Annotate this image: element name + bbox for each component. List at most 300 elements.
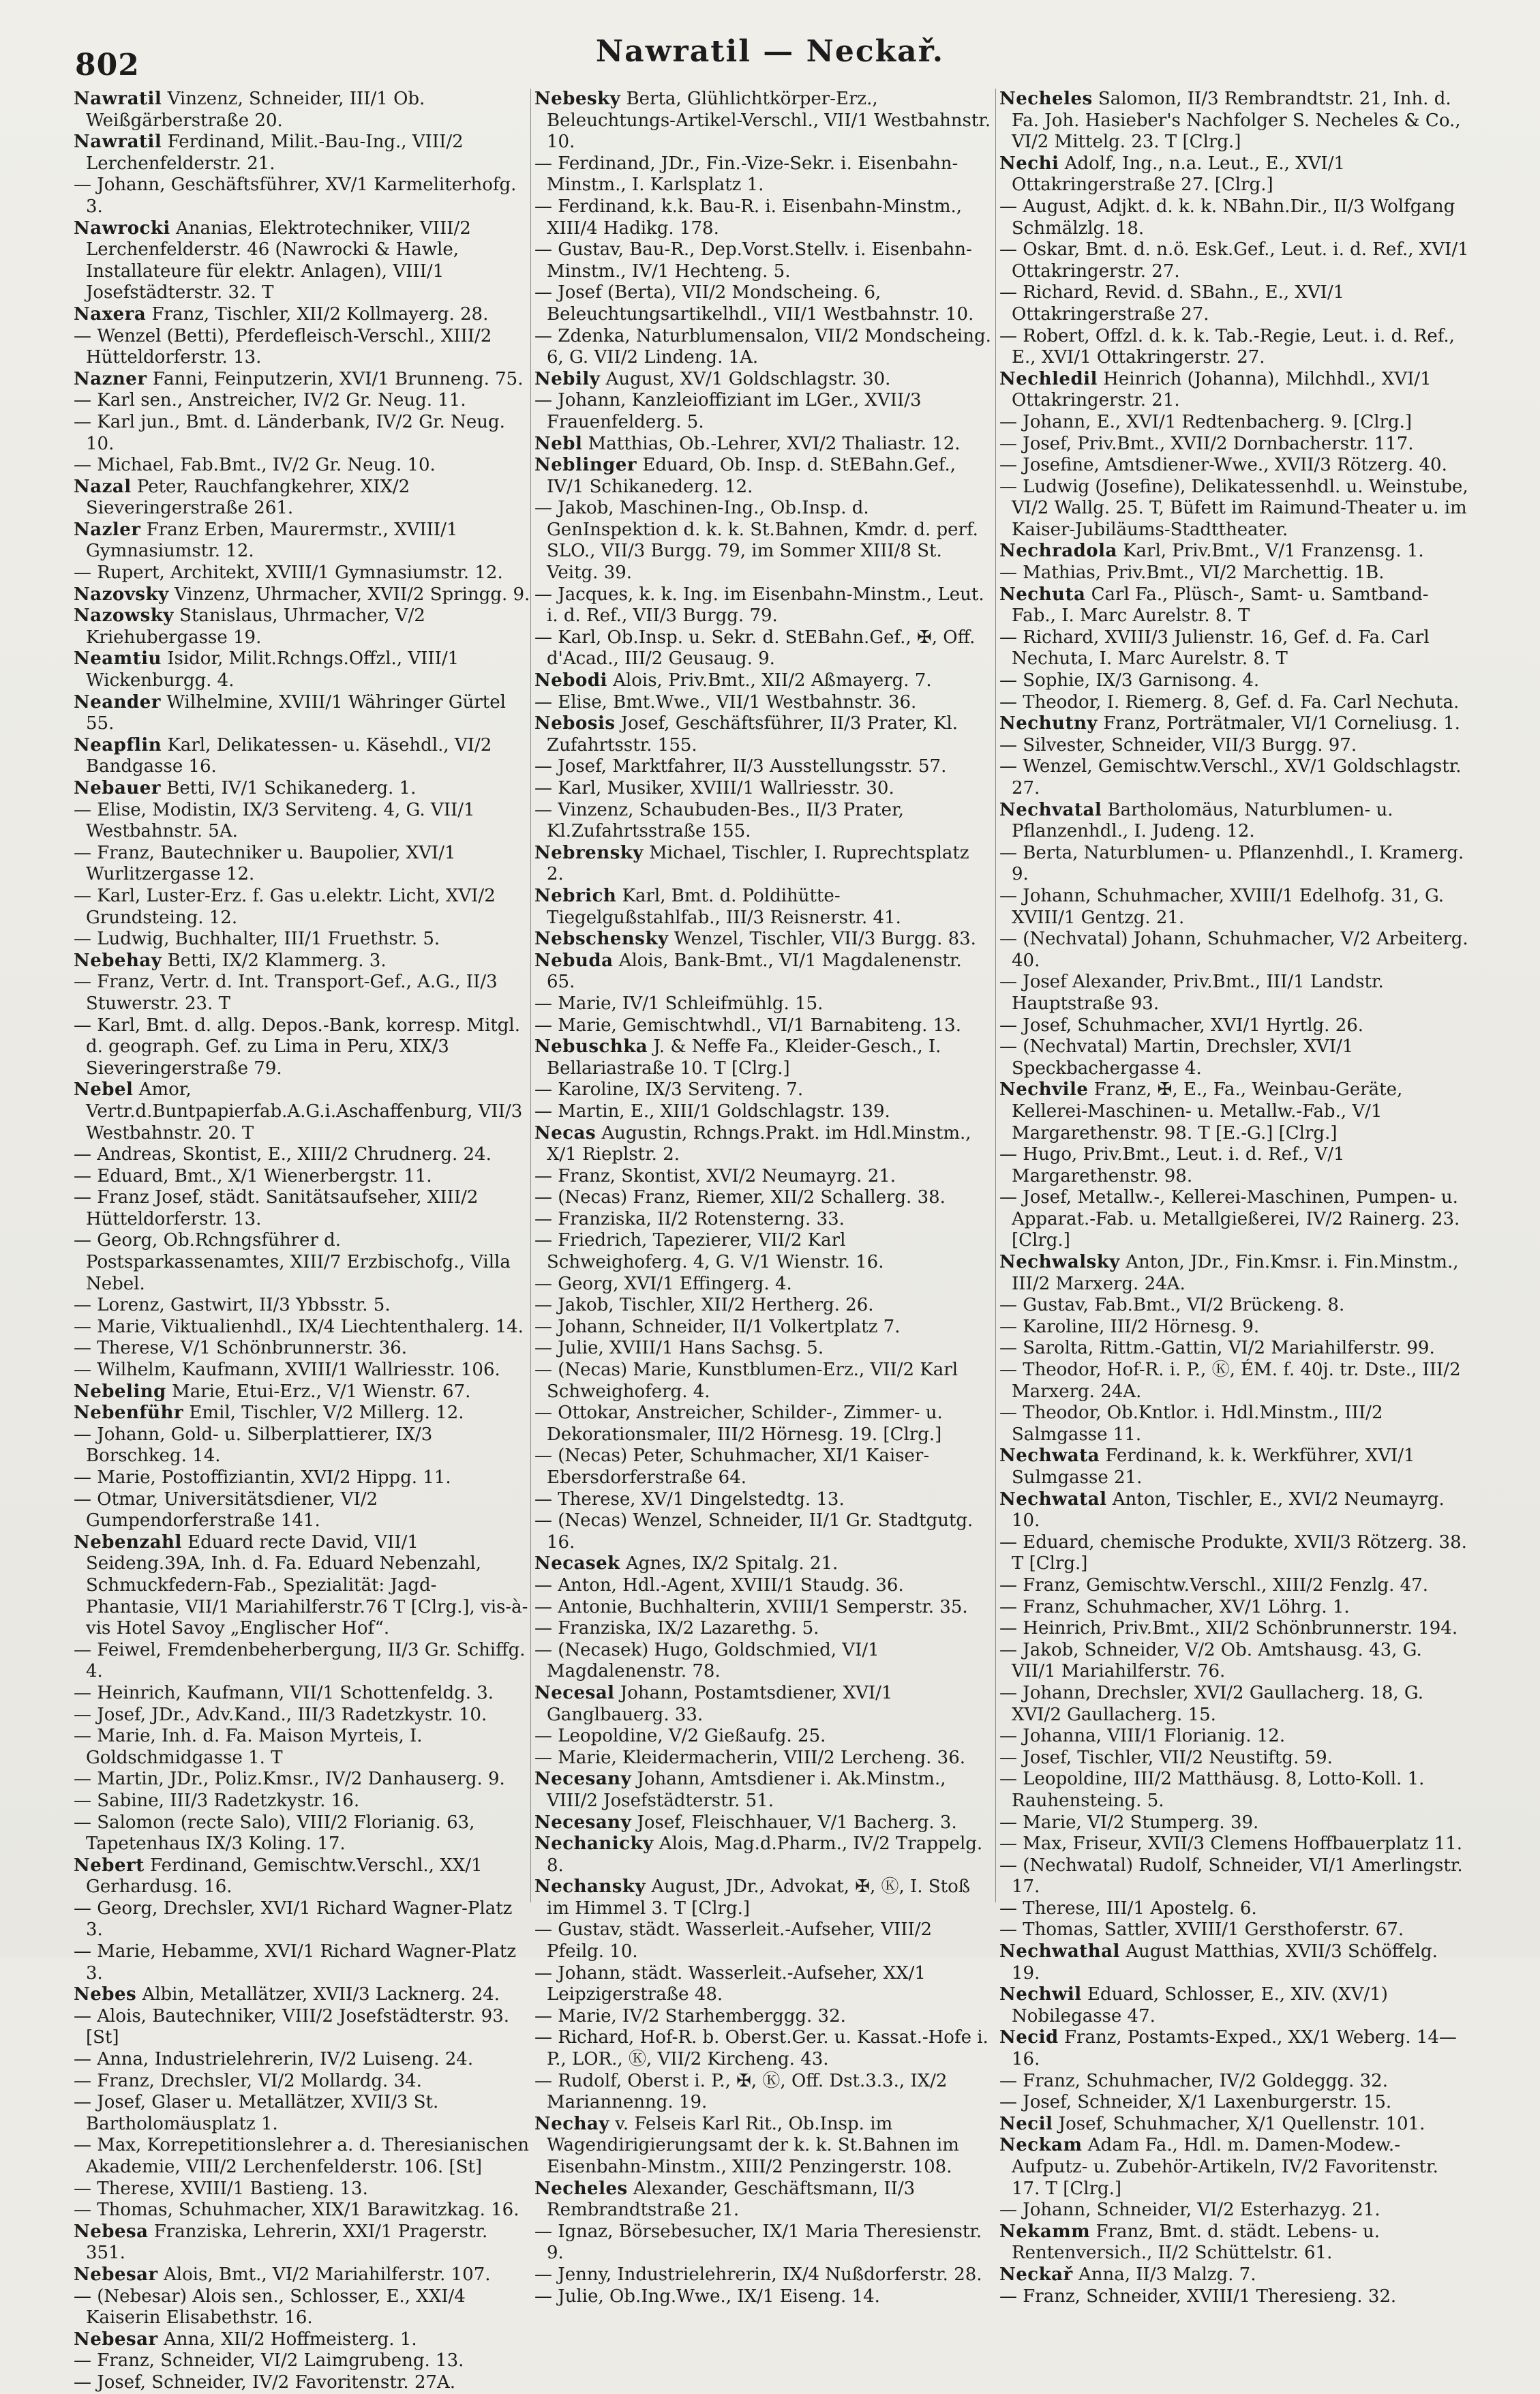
directory-entry	[74, 1295, 530, 1317]
directory-entry	[534, 390, 991, 433]
entry-details: Georg, XVI/1 Effingerg. 4.	[558, 1273, 792, 1294]
directory-entry	[74, 2372, 530, 2394]
directory-entry	[999, 1640, 1470, 1683]
entry-details: Therese, XVIII/1 Bastieng. 13.	[97, 2178, 368, 2199]
ditto-dash: —	[534, 196, 558, 217]
directory-entry	[534, 778, 991, 800]
ditto-dash: —	[74, 1488, 97, 1510]
entry-details: Robert, Offzl. d. k. k. Tab.-Regie, Leut. i. d. Ref., E., XVI/1 Ottakringerstr. 27.	[1012, 325, 1455, 368]
entry-details: Theodor, Hof-R. i. P., Ⓚ, ÉM. f. 40j. tr. Dste., III/2 Marxerg. 24A.	[1012, 1360, 1461, 1402]
entry-details: Johann, Kanzleioffiziant im LGer., XVII/3 Frauenfelderg. 5.	[547, 390, 922, 432]
directory-entry	[999, 2264, 1470, 2286]
entry-details: Ottokar, Anstreicher, Schilder-, Zimmer- u. Dekorationsmaler, III/2 Hörnesg. 19. [Clrg.]	[547, 1403, 943, 1445]
entry-surname: Nazal	[74, 476, 132, 497]
entry-details: (Nebesar) Alois sen., Schlosser, E., XXI/4 Kaiserin Elisabethstr. 16.	[86, 2286, 466, 2329]
directory-entry	[999, 800, 1470, 843]
directory-entry	[534, 1510, 991, 1553]
entry-surname: Nebehay	[74, 950, 162, 971]
ditto-dash: —	[999, 2286, 1023, 2307]
directory-entry	[534, 455, 991, 498]
ditto-dash: —	[999, 1295, 1023, 1316]
ditto-dash: —	[999, 1036, 1023, 1058]
ditto-dash: —	[534, 1962, 558, 1984]
ditto-dash: —	[999, 1531, 1023, 1553]
entry-details: August, XV/1 Goldschlagstr. 30.	[605, 368, 891, 389]
directory-entry	[74, 2179, 530, 2200]
directory-entry	[74, 800, 530, 843]
entry-details: (Nechvatal) Martin, Drechsler, XVI/1 Speckbachergasse 4.	[1012, 1036, 1354, 1079]
ditto-dash: —	[999, 1639, 1023, 1660]
directory-entry	[74, 1705, 530, 1726]
ditto-dash: —	[534, 584, 558, 605]
entry-details: August, JDr., Advokat, ✠, Ⓚ, I. Stoß im Himmel 3. T [Clrg.]	[547, 1876, 971, 1919]
directory-entry	[999, 1446, 1470, 1488]
directory-entry	[534, 2221, 991, 2264]
ditto-dash: —	[534, 1747, 558, 1768]
entry-details: Elise, Modistin, IX/3 Serviteng. 4, G. VII/1 Westbahnstr. 5A.	[86, 799, 475, 842]
entry-details: Jakob, Maschinen-Ing., Ob.Insp. d. GenInspektion d. k. k. St.Bahnen, Kmdr. d. perf. SLO., VII/3 Burgg. 79, im Sommer XIII/8 St. Veitg. 39.	[547, 498, 978, 584]
ditto-dash: —	[74, 325, 97, 346]
directory-entry	[74, 778, 530, 800]
entry-details: Marie, Viktualienhdl., IX/4 Liechtenthalerg. 14.	[97, 1316, 524, 1337]
entry-surname: Nechwatal	[999, 1488, 1107, 1510]
directory-entry	[534, 2027, 991, 2070]
ditto-dash: —	[999, 563, 1023, 584]
directory-entry	[534, 153, 991, 196]
entry-details: Anton, Hdl.-Agent, XVIII/1 Staudg. 36.	[558, 1574, 904, 1596]
ditto-dash: —	[999, 433, 1023, 454]
entry-details: Johann, Schneider, VI/2 Esterhazyg. 21.	[1023, 2200, 1380, 2221]
entry-details: (Necas) Peter, Schuhmacher, XI/1 Kaiser-Ebersdorferstraße 64.	[547, 1446, 930, 1488]
entry-details: Johann, Amtsdiener i. Ak.Minstm., VIII/2 Josefstädterstr. 51.	[547, 1769, 946, 1811]
directory-entry	[534, 1079, 991, 1101]
directory-entry	[534, 951, 991, 993]
directory-entry	[999, 843, 1470, 886]
directory-entry	[534, 326, 991, 369]
directory-entry	[74, 2286, 530, 2329]
directory-entry	[74, 1489, 530, 1532]
entry-surname: Neckam	[999, 2135, 1083, 2156]
directory-entry	[999, 1812, 1470, 1834]
directory-entry	[534, 670, 991, 692]
directory-entry	[74, 1791, 530, 1812]
ditto-dash: —	[534, 2027, 558, 2048]
ditto-dash: —	[999, 670, 1023, 691]
entry-surname: Nebily	[534, 368, 601, 389]
entry-surname: Nebrensky	[534, 842, 644, 863]
ditto-dash: —	[534, 498, 558, 519]
entry-details: Ferdinand, k. k. Werkführer, XVI/1 Sulmgasse 21.	[1012, 1446, 1415, 1488]
directory-entry	[999, 282, 1470, 325]
directory-entry	[999, 2200, 1470, 2221]
entry-details: Gustav, Fab.Bmt., VI/2 Brückeng. 8.	[1023, 1295, 1345, 1316]
ditto-dash: —	[74, 1941, 97, 1962]
directory-entry	[534, 756, 991, 778]
directory-entry	[74, 2329, 530, 2351]
ditto-dash: —	[999, 1898, 1023, 1919]
directory-entry	[74, 1683, 530, 1705]
directory-entry	[534, 282, 991, 325]
entry-surname: Nechwalsky	[999, 1252, 1120, 1273]
entry-details: Franz Josef, städt. Sanitätsaufseher, XIII/2 Hütteldorferstr. 13.	[86, 1187, 479, 1229]
entry-surname: Nechwata	[999, 1446, 1100, 1467]
directory-entry	[534, 2286, 991, 2308]
directory-entry	[74, 1726, 530, 1769]
ditto-dash: —	[999, 842, 1023, 863]
entry-details: Isidor, Milit.Rchngs.Offzl., VIII/1 Wickenburgg. 4.	[86, 648, 459, 691]
entry-surname: Nechledil	[999, 368, 1098, 389]
entry-details: Ferdinand, k.k. Bau-R. i. Eisenbahn-Minstm., XIII/4 Hadikg. 178.	[547, 196, 963, 239]
entry-details: Ludwig, Buchhalter, III/1 Fruethstr. 5.	[97, 929, 440, 950]
entry-details: Augustin, Rchngs.Prakt. im Hdl.Minstm., X/1 Rieplstr. 2.	[547, 1122, 971, 1165]
directory-entry	[999, 1079, 1470, 1144]
directory-entry	[74, 477, 530, 520]
directory-entry	[534, 196, 991, 239]
entry-details: Johann, Gold- u. Silberplattierer, IX/3 Borschkeg. 14.	[86, 1424, 433, 1467]
entry-details: Marie, VI/2 Stumperg. 39.	[1023, 1812, 1259, 1833]
directory-entry	[999, 2027, 1470, 2070]
entry-details: Franz, Bautechniker u. Baupolier, XVI/1 Wurlitzergasse 12.	[86, 842, 456, 885]
entry-details: Marie, Hebamme, XVI/1 Richard Wagner-Platz 3.	[86, 1941, 517, 1984]
ditto-dash: —	[534, 1338, 558, 1359]
ditto-dash: —	[74, 1790, 97, 1811]
entry-details: Richard, XVIII/3 Julienstr. 16, Gef. d. Fa. Carl Nechuta, I. Marc Aurelstr. 8. T	[1012, 627, 1430, 670]
ditto-dash: —	[534, 1079, 558, 1101]
directory-entry	[534, 2179, 991, 2221]
ditto-dash: —	[534, 2221, 558, 2242]
entry-details: Johann, Schuhmacher, XVIII/1 Edelhofg. 31, G. XVIII/1 Gentzg. 21.	[1012, 885, 1445, 928]
entry-details: Georg, Ob.Rchngsführer d. Postsparkassenamtes, XIII/7 Erzbischofg., Villa Nebel.	[86, 1230, 511, 1294]
entry-details: Anna, Industrielehrerin, IV/2 Luiseng. 24.	[97, 2049, 474, 2070]
directory-entry	[74, 735, 530, 778]
entry-details: Berta, Naturblumen- u. Pflanzenhdl., I. Kramerg. 9.	[1012, 842, 1464, 885]
entry-details: August, Adjkt. d. k. k. NBahn.Dir., II/3 Wolfgang Schmälzlg. 18.	[1012, 196, 1455, 239]
ditto-dash: —	[74, 1704, 97, 1725]
entry-surname: Nebenführ	[74, 1403, 184, 1424]
directory-entry	[534, 2114, 991, 2179]
entry-surname: Nechvile	[999, 1079, 1089, 1101]
entry-details: Julie, XVIII/1 Hans Sachsg. 5.	[558, 1338, 824, 1359]
ditto-dash: —	[74, 885, 97, 906]
ditto-dash: —	[534, 239, 558, 260]
entry-surname: Neblinger	[534, 455, 637, 476]
entry-surname: Nebesky	[534, 89, 621, 109]
ditto-dash: —	[999, 734, 1023, 755]
directory-entry	[74, 369, 530, 391]
directory-entry	[534, 1640, 991, 1683]
entry-details: Karl, Bmt. d. allg. Depos.-Bank, korresp. Mitgl. d. geograph. Gef. zu Lima in Peru, XIX/3 Sieveringerstraße 79.	[86, 1015, 521, 1079]
directory-entry	[999, 369, 1470, 412]
entry-details: Therese, V/1 Schönbrunnerstr. 36.	[97, 1338, 408, 1359]
entry-surname: Nazner	[74, 368, 147, 389]
entry-details: Marie, IV/2 Starhemberggg. 32.	[558, 2005, 846, 2026]
ditto-dash: —	[74, 1639, 97, 1660]
directory-entry	[74, 584, 530, 606]
entry-details: Marie, Gemischtwhdl., VI/1 Barnabiteng. 13.	[558, 1015, 961, 1036]
directory-entry	[534, 1036, 991, 1079]
ditto-dash: —	[74, 1187, 97, 1208]
entry-details: Andreas, Skontist, E., XIII/2 Chrudnerg. 24.	[97, 1144, 492, 1165]
entry-surname: Necesal	[534, 1682, 615, 1703]
directory-entry	[74, 563, 530, 584]
directory-entry	[999, 670, 1470, 692]
directory-entry	[999, 196, 1470, 239]
directory-entry	[999, 1898, 1470, 1920]
directory-entry	[74, 1769, 530, 1791]
entry-details: Leopoldine, III/2 Matthäusg. 8, Lotto-Koll. 1. Rauhensteing. 5.	[1012, 1769, 1425, 1811]
directory-entry	[999, 2071, 1470, 2093]
directory-entry	[534, 1166, 991, 1188]
ditto-dash: —	[534, 1574, 558, 1596]
entry-details: Johann, Schneider, II/1 Volkertplatz 7.	[558, 1316, 901, 1337]
ditto-dash: —	[74, 799, 97, 820]
entry-details: Karl jun., Bmt. d. Länderbank, IV/2 Gr. Neug. 10.	[86, 411, 505, 454]
entry-details: Ananias, Elektrotechniker, VIII/2 Lerchenfelderstr. 46 (Nawrocki & Hawle, Installateure für elektr. Anlagen), VIII/1 Josefstädterstr. 32. T	[86, 218, 471, 303]
directory-entry	[74, 1381, 530, 1403]
ditto-dash: —	[74, 2092, 97, 2113]
ditto-dash: —	[999, 1187, 1023, 1208]
ditto-dash: —	[534, 1596, 558, 1617]
directory-entry	[534, 993, 991, 1015]
directory-entry	[534, 843, 991, 886]
entry-details: Thomas, Schuhmacher, XIX/1 Barawitzkag. 16.	[97, 2200, 519, 2221]
entry-details: Eduard, chemische Produkte, XVII/3 Rötzerg. 38. T [Clrg.]	[1012, 1531, 1467, 1574]
entry-surname: Neander	[74, 691, 161, 713]
entry-details: Josef, JDr., Adv.Kand., III/3 Radetzkystr. 10.	[97, 1704, 487, 1725]
ditto-dash: —	[534, 1187, 558, 1208]
entry-details: Matthias, Ob.-Lehrer, XVI/2 Thaliastr. 12.	[588, 433, 961, 454]
page-number: 802	[75, 48, 140, 83]
entry-surname: Nebesa	[74, 2221, 149, 2242]
entry-details: Josef, Geschäftsführer, II/3 Prater, Kl. Zufahrtsstr. 155.	[547, 713, 958, 755]
directory-entry	[534, 1769, 991, 1812]
ditto-dash: —	[74, 2005, 97, 2026]
column-3	[999, 89, 1470, 2307]
directory-entry	[534, 1876, 991, 1919]
directory-entry	[534, 1403, 991, 1446]
entry-details: Elise, Bmt.Wwe., VII/1 Westbahnstr. 36.	[558, 691, 917, 713]
entry-details: Max, Korrepetitionslehrer a. d. Theresianischen Akademie, VIII/2 Lerchenfelderstr. 106. [St]	[86, 2135, 529, 2177]
directory-entry	[74, 175, 530, 218]
ditto-dash: —	[74, 2070, 97, 2091]
entry-details: Michael, Tischler, I. Ruprechtsplatz 2.	[547, 842, 969, 885]
directory-entry	[999, 1252, 1470, 1295]
entry-details: Adam Fa., Hdl. m. Damen-Modew.-Aufputz- u. Zubehör-Artikeln, IV/2 Favoritenstr. 17. T [Clrg.]	[1012, 2135, 1438, 2199]
directory-entry	[999, 1618, 1470, 1640]
column-divider	[995, 89, 996, 1902]
entry-details: Ferdinand, JDr., Fin.-Vize-Sekr. i. Eisenbahn-Minstm., I. Karlsplatz 1.	[547, 153, 958, 196]
directory-entry	[999, 1726, 1470, 1748]
entry-details: Franziska, II/2 Rotensterng. 33.	[558, 1208, 845, 1229]
directory-entry	[534, 239, 991, 282]
directory-entry	[999, 972, 1470, 1015]
ditto-dash: —	[999, 1919, 1023, 1941]
entry-details: J. & Neffe Fa., Kleider-Gesch., I. Bellariastraße 10. T [Clrg.]	[547, 1036, 941, 1079]
directory-entry	[74, 886, 530, 929]
directory-entry	[999, 412, 1470, 434]
ditto-dash: —	[74, 175, 97, 196]
entry-surname: Necheles	[534, 2178, 628, 2199]
ditto-dash: —	[534, 325, 558, 346]
entry-details: v. Felseis Karl Rit., Ob.Insp. im Wagendirigierungsamt der k. k. St.Bahnen im Eisenbahn-Minstm., XIII/2 Penzingerstr. 108.	[547, 2113, 959, 2177]
entry-surname: Nebert	[74, 1855, 145, 1876]
entry-details: Heinrich (Johanna), Milchhdl., XVI/1 Ottakringerstr. 21.	[1012, 368, 1432, 411]
entry-details: Therese, III/1 Apostelg. 6.	[1023, 1898, 1257, 1919]
directory-entry	[74, 304, 530, 326]
entry-details: Alois, Priv.Bmt., XII/2 Aßmayerg. 7.	[613, 670, 932, 691]
directory-entry	[534, 369, 991, 391]
entry-details: Julie, Ob.Ing.Wwe., IX/1 Eiseng. 14.	[558, 2286, 880, 2307]
entry-surname: Nebuschka	[534, 1036, 648, 1058]
entry-details: Karl, Priv.Bmt., V/1 Franzensg. 1.	[1123, 541, 1424, 562]
ditto-dash: —	[74, 1769, 97, 1790]
directory-entry	[999, 886, 1470, 929]
entry-details: Wilhelmine, XVIII/1 Währinger Gürtel 55.	[86, 691, 506, 734]
entry-details: Zdenka, Naturblumensalon, VII/2 Mondscheing. 6, G. VII/2 Lindeng. 1A.	[547, 325, 991, 368]
ditto-dash: —	[74, 1015, 97, 1036]
entry-details: Friedrich, Tapezierer, VII/2 Karl Schweighoferg. 4, G. V/1 Wienstr. 16.	[547, 1230, 884, 1273]
column-2	[534, 89, 991, 2307]
directory-entry	[999, 89, 1470, 153]
directory-entry	[74, 2049, 530, 2071]
directory-entry	[534, 1101, 991, 1123]
entry-surname: Nebenzahl	[74, 1531, 182, 1553]
entry-details: Emil, Tischler, V/2 Millerg. 12.	[189, 1403, 464, 1424]
ditto-dash: —	[999, 1338, 1023, 1359]
entry-surname: Necesany	[534, 1812, 632, 1833]
column-divider	[530, 89, 531, 1902]
entry-details: Franz, Drechsler, VI/2 Mollardg. 34.	[97, 2070, 422, 2091]
directory-entry	[534, 434, 991, 455]
entry-details: Heinrich, Kaufmann, VII/1 Schottenfeldg. 3.	[97, 1682, 494, 1703]
ditto-dash: —	[999, 1015, 1023, 1036]
entry-surname: Nebesar	[74, 2329, 158, 2350]
entry-details: Mathias, Priv.Bmt., VI/2 Marchettig. 1B.	[1023, 563, 1385, 584]
ditto-dash: —	[534, 1165, 558, 1186]
entry-details: Anton, Tischler, E., XVI/2 Neumayrg. 10.	[1012, 1488, 1445, 1531]
ditto-dash: —	[534, 993, 558, 1014]
entry-details: Karoline, III/2 Hörnesg. 9.	[1023, 1316, 1260, 1337]
ditto-dash: —	[999, 196, 1023, 217]
directory-entry	[74, 132, 530, 175]
entry-details: Eduard recte David, VII/1 Seideng.39A, Inh. d. Fa. Eduard Nebenzahl, Schmuckfedern-Fab., Spezialität: Jagd-Phantasie, VII/1 Mariahilferstr.76 T [Clrg.], vis-à-vis Hotel Savoy „Englischer Hof“.	[86, 1531, 528, 1639]
entry-details: Josef, Glaser u. Metallätzer, XVII/3 St. Bartholomäusplatz 1.	[86, 2092, 439, 2134]
entry-details: Max, Friseur, XVII/3 Clemens Hoffbauerplatz 11.	[1023, 1834, 1463, 1855]
ditto-dash: —	[534, 153, 558, 174]
directory-entry	[999, 1360, 1470, 1403]
ditto-dash: —	[999, 1316, 1023, 1337]
directory-entry	[534, 2264, 991, 2286]
entry-details: Wenzel, Gemischtw.Verschl., XV/1 Goldschlagstr. 27.	[1012, 756, 1462, 798]
entry-surname: Nazowsky	[74, 605, 174, 627]
entry-details: Karl, Delikatessen- u. Käsehdl., VI/2 Bandgasse 16.	[86, 734, 492, 777]
column-1	[74, 89, 530, 2394]
directory-entry	[534, 1575, 991, 1597]
entry-details: August Matthias, XVII/3 Schöffelg. 19.	[1012, 1941, 1438, 1984]
directory-entry	[74, 605, 530, 648]
entry-details: Eduard, Ob. Insp. d. StEBahn.Gef., IV/1 Schikanederg. 12.	[547, 455, 956, 497]
directory-entry	[999, 713, 1470, 735]
ditto-dash: —	[74, 1295, 97, 1316]
ditto-dash: —	[74, 1316, 97, 1337]
directory-entry	[74, 1079, 530, 1144]
entry-details: Karl, Bmt. d. Poldihütte-Tiegelgußstahlfab., III/3 Reisnerstr. 41.	[547, 885, 901, 928]
directory-entry	[74, 929, 530, 951]
directory-entry	[74, 326, 530, 369]
directory-entry	[534, 1317, 991, 1338]
ditto-dash: —	[999, 1144, 1023, 1165]
entry-details: Johann, Postamtsdiener, XVI/1 Ganglbauerg. 33.	[547, 1682, 893, 1725]
entry-details: Salomon, II/3 Rembrandtstr. 21, Inh. d. Fa. Joh. Hasieber's Nachfolger S. Necheles & Co., VI/2 Mittelg. 23. T [Clrg.]	[1012, 89, 1461, 153]
directory-entry	[74, 520, 530, 563]
directory-entry	[534, 1489, 991, 1511]
entry-details: Franz, Bmt. d. städt. Lebens- u. Rentenversich., II/2 Schüttelstr. 61.	[1012, 2221, 1380, 2264]
entry-details: Marie, Etui-Erz., V/1 Wienstr. 67.	[172, 1381, 471, 1402]
entry-surname: Nebeling	[74, 1381, 166, 1402]
ditto-dash: —	[999, 1834, 1023, 1855]
entry-details: Karoline, IX/3 Serviteng. 7.	[558, 1079, 804, 1101]
ditto-dash: —	[534, 1446, 558, 1467]
directory-entry	[999, 756, 1470, 799]
directory-entry	[74, 1317, 530, 1338]
entry-details: Martin, E., XIII/1 Goldschlagstr. 139.	[558, 1101, 890, 1122]
entry-surname: Nebes	[74, 1984, 137, 2005]
directory-entry	[999, 1036, 1470, 1079]
entry-details: Marie, IV/1 Schleifmühlg. 15.	[558, 993, 824, 1014]
ditto-dash: —	[999, 1726, 1023, 1747]
entry-details: Jenny, Industrielehrerin, IX/4 Nußdorferstr. 28.	[558, 2264, 982, 2285]
ditto-dash: —	[999, 325, 1023, 346]
entry-details: Franz, Gemischtw.Verschl., XIII/2 Fenzlg. 47.	[1023, 1574, 1429, 1596]
directory-entry	[534, 627, 991, 670]
entry-details: Jakob, Schneider, V/2 Ob. Amtshausg. 43, G. VII/1 Mariahilferstr. 76.	[1012, 1639, 1422, 1682]
directory-entry	[74, 1187, 530, 1230]
entry-details: Fanni, Feinputzerin, XVI/1 Brunneng. 75.	[152, 368, 524, 389]
entry-details: Ferdinand, Milit.-Bau-Ing., VIII/2 Lerchenfelderstr. 21.	[86, 132, 464, 174]
entry-details: Eduard, Bmt., X/1 Wienerbergstr. 11.	[97, 1165, 432, 1186]
directory-entry	[999, 1941, 1470, 1984]
entry-surname: Nechansky	[534, 1876, 646, 1898]
ditto-dash: —	[999, 1596, 1023, 1617]
ditto-dash: —	[534, 1316, 558, 1337]
directory-entry	[999, 1489, 1470, 1532]
ditto-dash: —	[74, 2371, 97, 2393]
directory-entry	[74, 1144, 530, 1166]
ditto-dash: —	[999, 1812, 1023, 1833]
ditto-dash: —	[74, 1338, 97, 1359]
entry-details: Therese, XV/1 Dingelstedtg. 13.	[558, 1488, 845, 1510]
directory-entry	[74, 843, 530, 886]
entry-details: Peter, Rauchfangkehrer, XIX/2 Sieveringerstraße 261.	[86, 476, 410, 519]
entry-details: Carl Fa., Plüsch-, Samt- u. Samtband-Fab., I. Marc Aurelstr. 8. T	[1012, 584, 1429, 627]
entry-details: Oskar, Bmt. d. n.ö. Esk.Gef., Leut. i. d. Ref., XVI/1 Ottakringerstr. 27.	[1012, 239, 1469, 282]
entry-surname: Nechvatal	[999, 799, 1102, 820]
directory-entry	[534, 800, 991, 843]
directory-entry	[74, 89, 530, 132]
directory-entry	[534, 1123, 991, 1166]
directory-entry	[534, 886, 991, 929]
entry-details: (Necas) Marie, Kunstblumen-Erz., VII/2 Karl Schweighoferg. 4.	[547, 1360, 958, 1402]
entry-details: Johann, städt. Wasserleit.-Aufseher, XX/1 Leipzigerstraße 48.	[547, 1962, 926, 2005]
entry-details: Franz, Schneider, VI/2 Laimgrubeng. 13.	[97, 2350, 464, 2371]
ditto-dash: —	[999, 1682, 1023, 1703]
entry-details: Franz, Schuhmacher, XV/1 Löhrg. 1.	[1023, 1596, 1350, 1617]
directory-entry	[74, 2071, 530, 2093]
entry-surname: Nawratil	[74, 132, 162, 153]
ditto-dash: —	[999, 1360, 1023, 1381]
entry-details: Franz, ✠, E., Fa., Weinbau-Geräte, Kellerei-Maschinen- u. Metallw.-Fab., V/1 Margarethenstr. 98. T [E.-G.] [Clrg.]	[1012, 1079, 1403, 1143]
ditto-dash: —	[534, 1208, 558, 1229]
